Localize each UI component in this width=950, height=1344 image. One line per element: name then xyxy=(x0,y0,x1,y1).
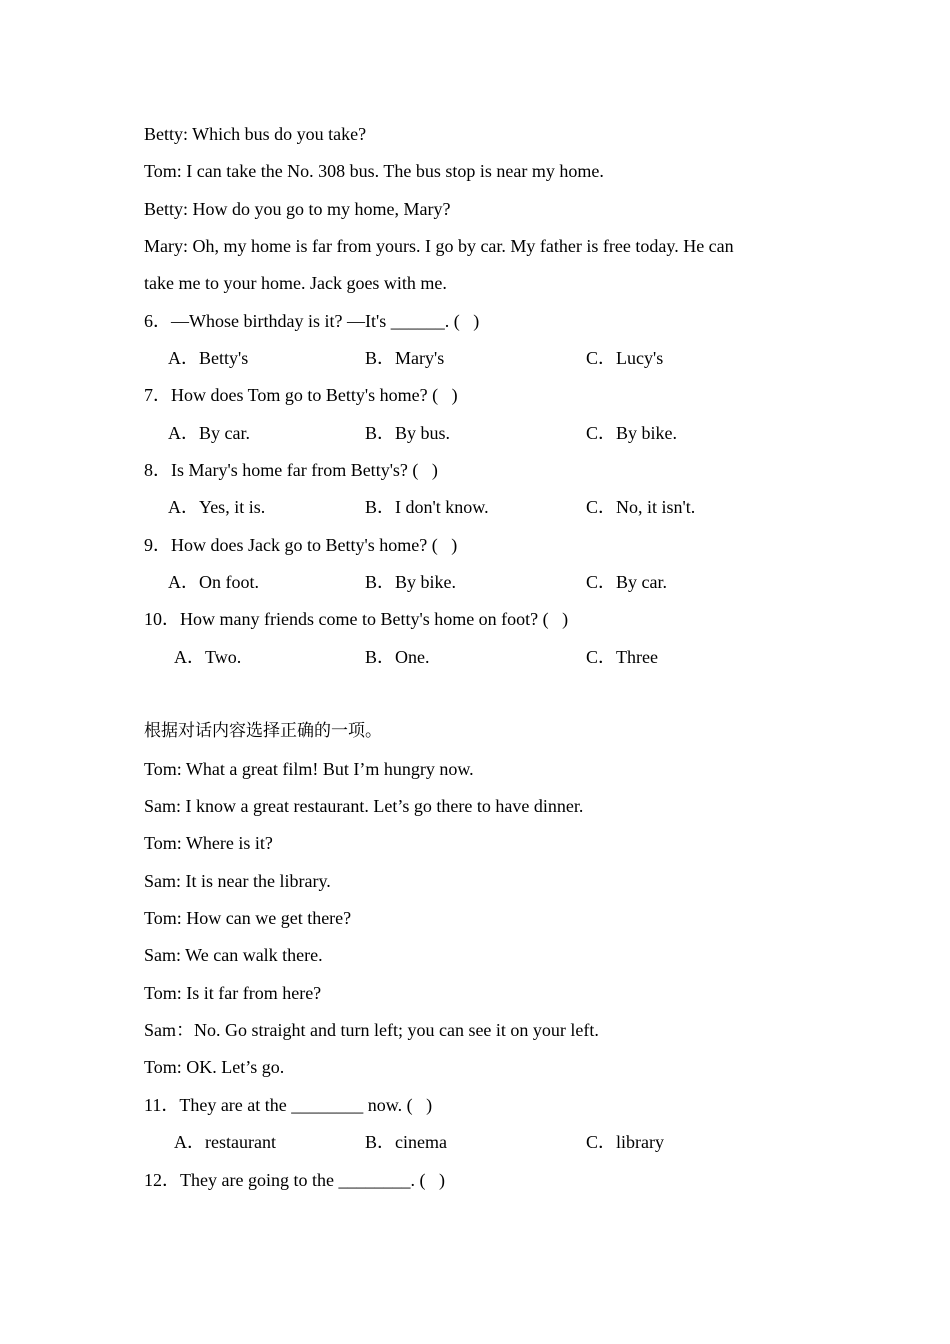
dialogue-line: Sam: It is near the library. xyxy=(144,871,331,891)
dialogue-line: Sam: I know a great restaurant. Let’s go there to have dinner. xyxy=(144,796,584,816)
question-6-option-a: A．Betty's xyxy=(168,348,249,368)
question-8-option-a: A．Yes, it is. xyxy=(168,497,266,517)
dialogue-line: Tom: What a great film! But I’m hungry now. xyxy=(144,759,474,779)
dialogue-line: Mary: Oh, my home is far from yours. I go by car. My father is free today. He can xyxy=(144,236,734,256)
question-8-option-c: C．No, it isn't. xyxy=(586,497,696,517)
dialogue-line: Tom: How can we get there? xyxy=(144,908,352,928)
question-11-option-b: B．cinema xyxy=(365,1132,447,1152)
question-10-option-c: C．Three xyxy=(586,647,658,667)
dialogue-line: Tom: OK. Let’s go. xyxy=(144,1057,285,1077)
question-9-option-c: C．By car. xyxy=(586,572,667,592)
question-6-stem: 6．—Whose birthday is it? —It's ______. ( ) xyxy=(144,311,480,331)
question-7-option-b: B．By bus. xyxy=(365,423,451,443)
dialogue-line: Sam：No. Go straight and turn left; you can see it on your left. xyxy=(144,1020,599,1040)
question-6-option-b: B．Mary's xyxy=(365,348,445,368)
question-9-option-a: A．On foot. xyxy=(168,572,259,592)
question-11-option-a: A．restaurant xyxy=(174,1132,276,1152)
question-10-option-a: A．Two. xyxy=(174,647,242,667)
question-9-stem: 9．How does Jack go to Betty's home? ( ) xyxy=(144,535,458,555)
question-7-stem: 7．How does Tom go to Betty's home? ( ) xyxy=(144,385,458,405)
question-6-option-c: C．Lucy's xyxy=(586,348,664,368)
question-10-option-b: B．One. xyxy=(365,647,430,667)
dialogue-line: Betty: How do you go to my home, Mary? xyxy=(144,199,451,219)
dialogue-line: Tom: Is it far from here? xyxy=(144,983,322,1003)
dialogue-line: take me to your home. Jack goes with me. xyxy=(144,273,447,293)
dialogue-line: Sam: We can walk there. xyxy=(144,945,323,965)
question-8-option-b: B．I don't know. xyxy=(365,497,489,517)
dialogue-line: Betty: Which bus do you take? xyxy=(144,124,367,144)
dialogue-line: Tom: I can take the No. 308 bus. The bus stop is near my home. xyxy=(144,161,604,181)
question-11-option-c: C．library xyxy=(586,1132,664,1152)
question-12-stem: 12．They are going to the ________. ( ) xyxy=(144,1170,445,1190)
question-7-option-a: A．By car. xyxy=(168,423,250,443)
question-11-stem: 11．They are at the ________ now. ( ) xyxy=(144,1095,433,1115)
dialogue-line: Tom: Where is it? xyxy=(144,833,273,853)
section-instruction: 根据对话内容选择正确的一项。 xyxy=(144,721,382,741)
question-7-option-c: C．By bike. xyxy=(586,423,678,443)
question-9-option-b: B．By bike. xyxy=(365,572,457,592)
question-10-stem: 10．How many friends come to Betty's home on foot? ( ) xyxy=(144,609,569,629)
question-8-stem: 8．Is Mary's home far from Betty's? ( ) xyxy=(144,460,438,480)
